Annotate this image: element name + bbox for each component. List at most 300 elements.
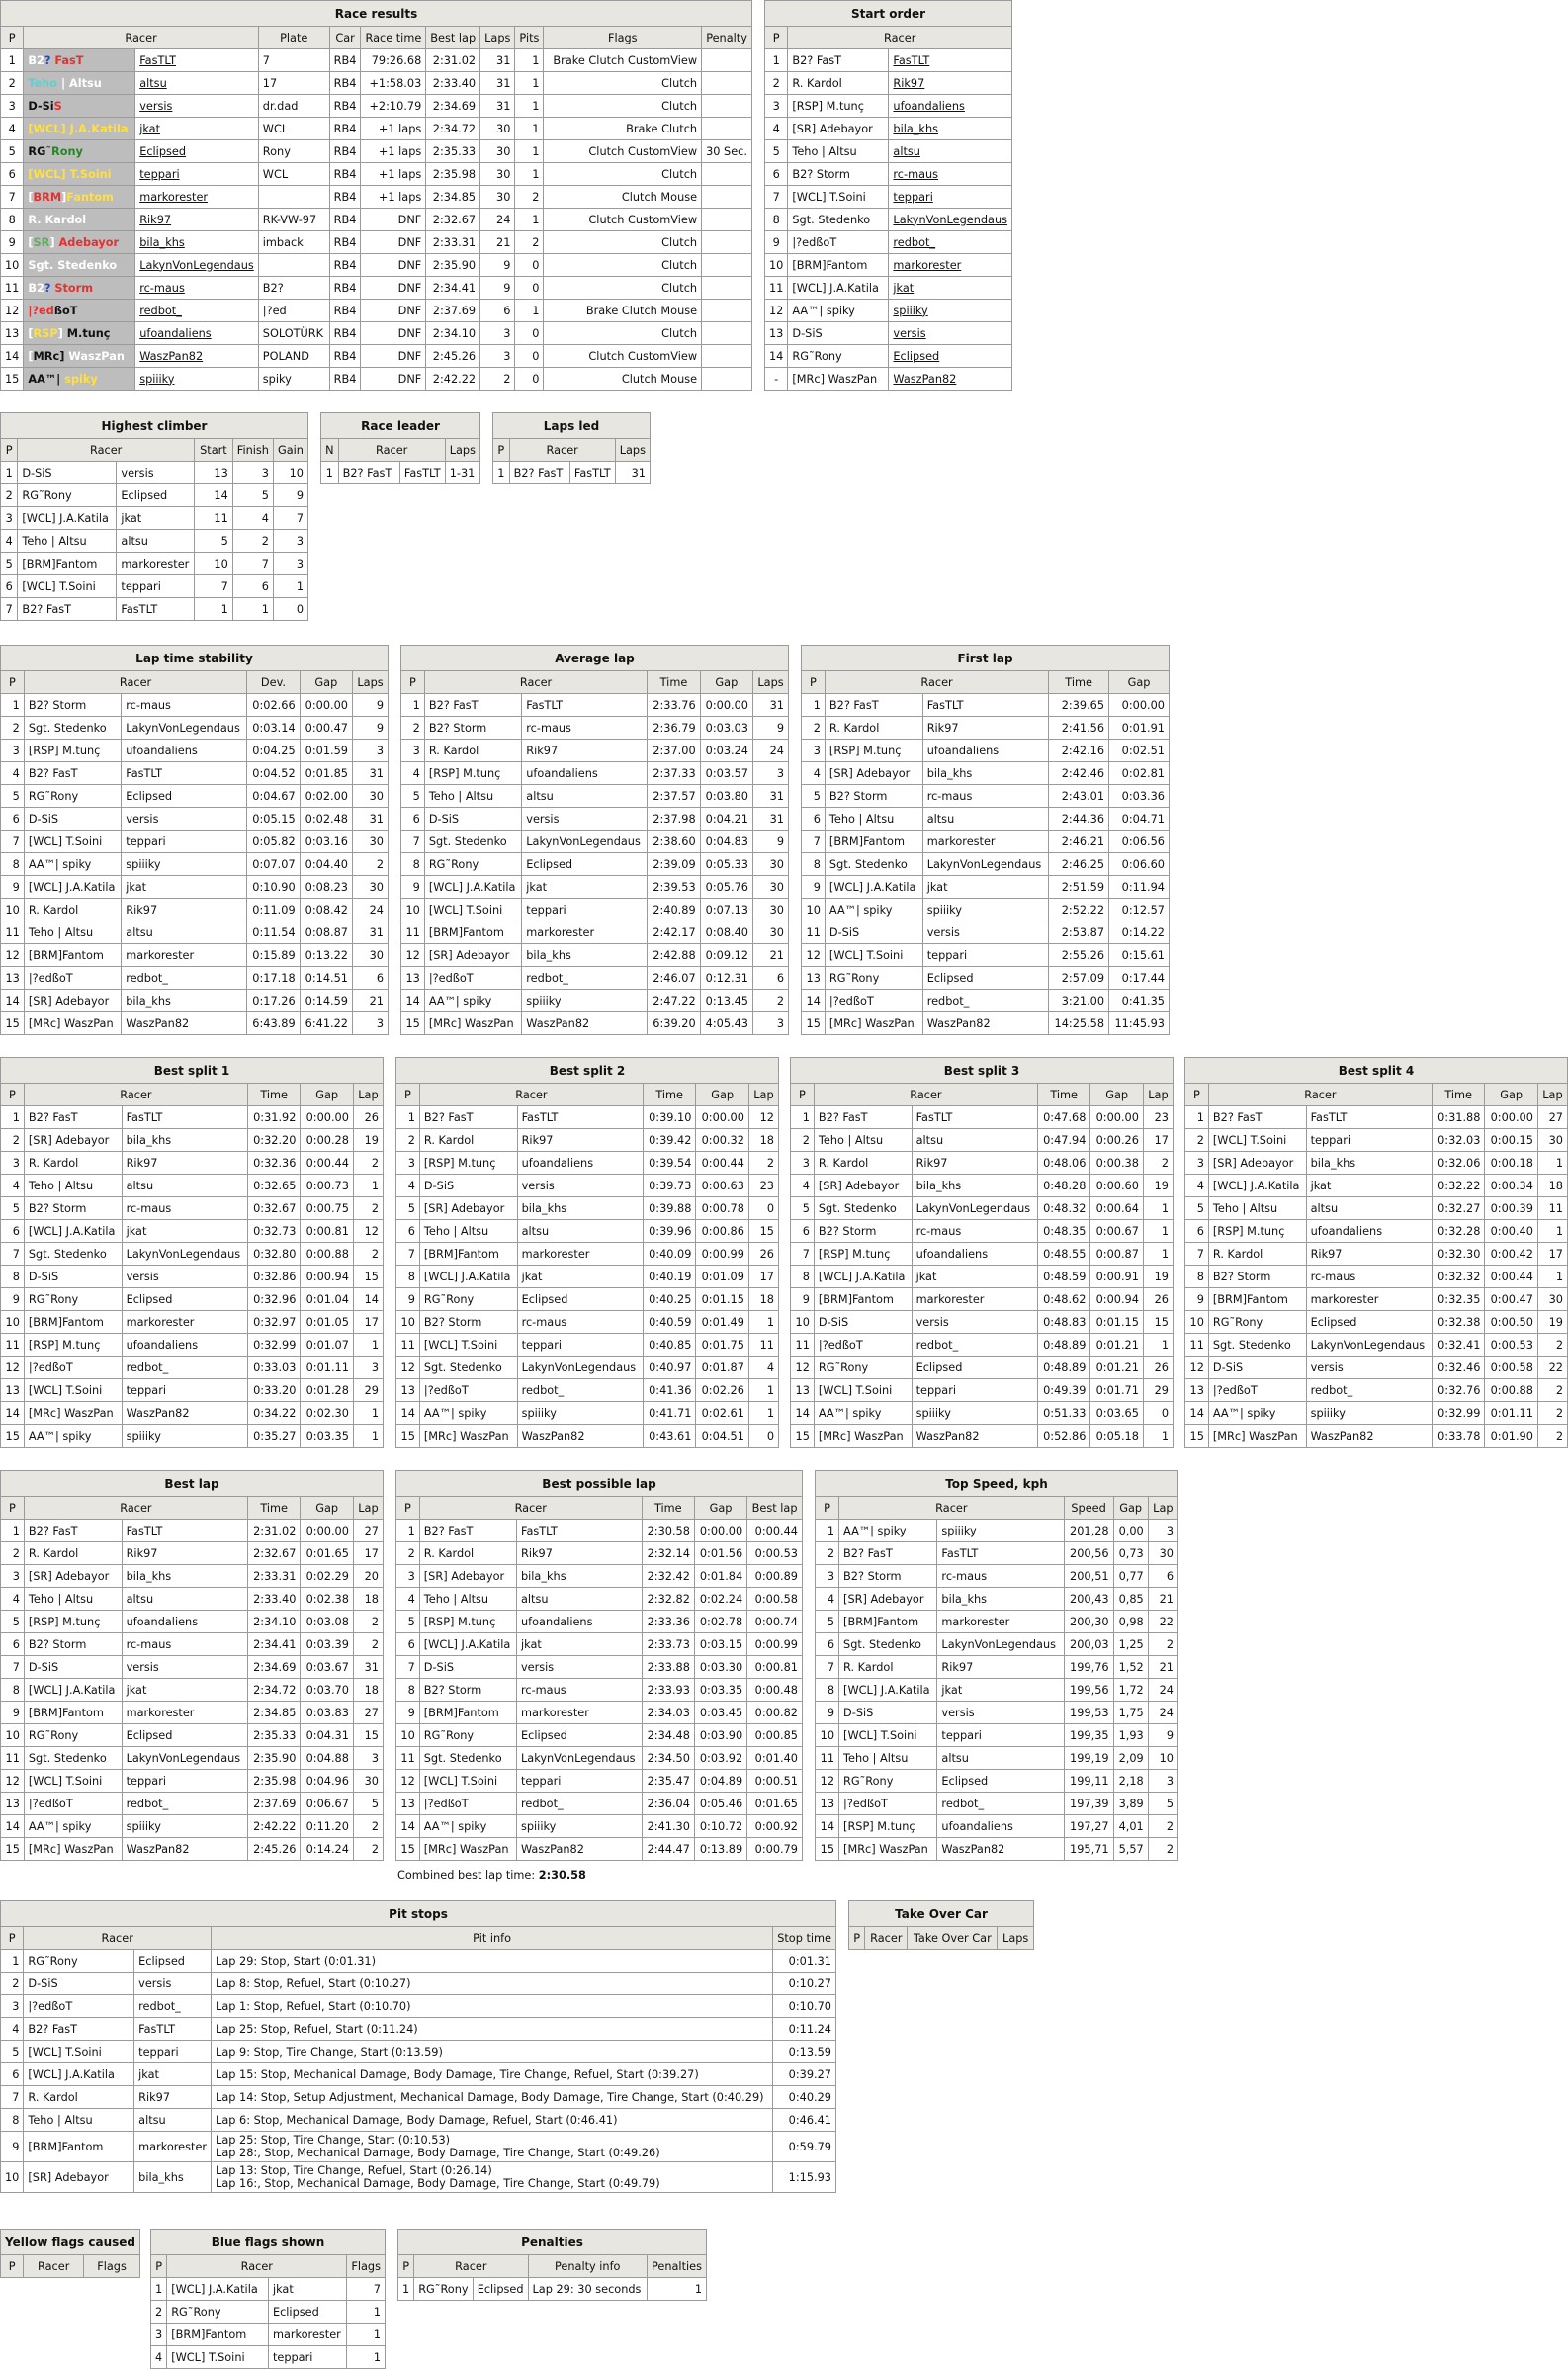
penalty-cell [702,368,752,391]
position-cell: 13 [791,1379,815,1402]
username-cell: LakynVonLegendaus [122,717,247,740]
table-row [765,345,1012,368]
position-cell: 12 [396,1357,420,1379]
racer-profile-link[interactable]: rc-maus [139,281,185,295]
username-cell: spiiiky [517,1402,643,1425]
table-row [1,1334,384,1357]
gap-cell: 0,00 [1113,1520,1148,1542]
pit-stops-table [0,1900,836,2193]
value-cell: 2:36.79 [648,717,700,740]
position-cell: 1 [1185,1106,1209,1129]
username-cell: ufoandaliens [517,1152,643,1175]
username-cell: Rik97 [516,1542,642,1565]
flags-cell: 1 [347,2346,386,2369]
table-row [493,462,651,484]
value-cell: 199,19 [1064,1747,1113,1770]
racer-cell: Teho | Altsu [825,808,922,831]
extra-cell: 2 [1148,1815,1177,1838]
username-cell: ufoandaliens [122,1334,247,1357]
value-cell: 2:37.69 [247,1793,301,1815]
pit-info-cell [212,2086,773,2109]
pit-info-line: Lap 1: Stop, Refuel, Start (0:10.70) [216,1999,411,2013]
extra-cell: 9 [1148,1724,1177,1747]
racer-cell: [BRM]Fantom [424,921,521,944]
racer-cell: [RSP] M.tunç [788,95,889,118]
extra-cell: 17 [748,1266,778,1288]
value-cell: 2:46.25 [1049,853,1109,876]
racer-cell: R. Kardol [24,1152,122,1175]
extra-cell: 22 [1148,1611,1177,1633]
racer-username-cell [889,72,1012,95]
stop-time-cell: 0:13.59 [773,2041,836,2063]
value-cell: 2:38.60 [648,831,700,853]
racer-cell: Teho | Altsu [24,2109,134,2132]
value-cell: 2:53.87 [1049,921,1109,944]
gap-cell: 11:45.93 [1109,1012,1170,1035]
table-row [816,1611,1178,1633]
position-cell: 12 [1,1770,25,1793]
gap-cell: 0:04.31 [301,1724,354,1747]
col-best-lap: Best lap [426,27,480,49]
start-cell: 1 [195,598,233,621]
username-cell: redbot_ [922,990,1048,1012]
username-cell: LakynVonLegendaus [912,1197,1037,1220]
position-cell: 14 [396,1402,420,1425]
gap-cell: 0:05.46 [694,1793,746,1815]
table-row [396,1838,803,1861]
value-cell: 0:51.33 [1037,1402,1090,1425]
racer-nick-cell [24,163,135,186]
username-cell: versis [516,1656,642,1679]
gap-cell: 0:41.35 [1109,990,1170,1012]
racer-cell: [SR] Adebayor [419,1565,516,1588]
racer-cell: [WCL] J.A.Katila [825,876,922,899]
table-row [151,2346,386,2369]
laps-cell: 31 [480,95,515,118]
table-row [1,762,389,785]
position-cell: 13 [396,1793,420,1815]
username-cell: FasTLT [937,1542,1064,1565]
position-cell: 4 [151,2346,167,2369]
racer-profile-link[interactable]: redbot_ [893,235,936,249]
finish-cell: 7 [232,553,273,575]
value-cell: 2:42.46 [1049,762,1109,785]
position-cell: 9 [765,231,788,254]
table-row [401,899,789,921]
gap-cell: 0:00.26 [1090,1129,1144,1152]
car-cell: RB4 [329,49,361,72]
extra-cell: 15 [748,1220,778,1243]
best-lap-cell: 2:35.90 [426,254,480,277]
pits-cell: 0 [515,277,544,300]
table-row [1,808,389,831]
racer-username-cell [135,186,259,209]
value-cell: 6:43.89 [247,1012,300,1035]
position-cell: 2 [1,717,25,740]
value-cell: 0:32.30 [1432,1243,1485,1266]
best-lap-cell: 2:33.31 [426,231,480,254]
username-cell: markorester [937,1611,1064,1633]
best-lap-cell: 2:33.40 [426,72,480,95]
username-cell: LakynVonLegendaus [516,1747,642,1770]
racer-cell: D-SiS [788,322,889,345]
extra-cell: 26 [1143,1357,1173,1379]
username-cell: teppari [134,2041,212,2063]
laps-led-table [492,412,651,484]
position-cell: 8 [1,209,24,231]
racer-cell: B2? FasT [419,1520,516,1542]
position-cell: 7 [1185,1243,1209,1266]
racer-profile-link[interactable]: Eclipsed [893,349,940,363]
racer-profile-link[interactable]: rc-maus [893,167,939,181]
extra-cell: 15 [353,1724,383,1747]
position-cell: 2 [1,72,24,95]
table-row [1185,1175,1568,1197]
racer-nick-cell [24,49,135,72]
value-cell: 2:35.98 [247,1770,301,1793]
table-row [396,1129,779,1152]
racer-profile-link[interactable]: FasTLT [139,53,176,67]
table-row [1,140,752,163]
best-lap-cell: 2:42.22 [426,368,480,391]
extra-cell: 29 [1143,1379,1173,1402]
username-cell: versis [522,808,648,831]
racer-cell: [RSP] M.tunç [419,1152,517,1175]
gap-cell: 0:01.49 [696,1311,749,1334]
col-p: P [1,439,18,462]
column-header: Time [643,1084,696,1106]
value-cell: 0:48.89 [1037,1357,1090,1379]
username-cell: jkat [134,2063,212,2086]
username-cell: jkat [522,876,648,899]
racer-cell: [RSP] M.tunç [419,1611,516,1633]
username-cell: jkat [1306,1175,1432,1197]
race-leader-title: Race leader [321,413,480,439]
table-row [1,1770,384,1793]
gap-cell: 0:05.18 [1090,1425,1144,1448]
racer-profile-link[interactable]: LakynVonLegendaus [139,258,254,272]
table-row [765,209,1012,231]
racer-profile-link[interactable]: Eclipsed [139,144,186,158]
col-p: P [816,1497,839,1520]
column-header: Gap [301,1084,354,1106]
racer-cell: [SR] Adebayor [814,1175,912,1197]
username-cell: altsu [517,1220,643,1243]
table-row [1,1152,384,1175]
racer-cell: AA™| spiky [24,1815,122,1838]
table-row [396,1220,779,1243]
position-cell: 8 [765,209,788,231]
racer-cell: R. Kardol [1208,1243,1306,1266]
value-cell: 2:57.09 [1049,967,1109,990]
highest-climber-table [0,412,308,621]
pit-info-cell [212,1973,773,1995]
table-row [1,1266,384,1288]
position-cell: 7 [816,1656,839,1679]
gap-cell: 0:04.96 [301,1770,354,1793]
gap-cell: 0:03.57 [700,762,752,785]
pit-info-cell [212,1995,773,2018]
gap-cell: 1,93 [1113,1724,1148,1747]
table-row [1185,1243,1568,1266]
position-cell: 10 [1,254,24,277]
racer-profile-link[interactable]: bila_khs [893,122,939,135]
racer-profile-link[interactable]: LakynVonLegendaus [893,213,1007,226]
username-cell: FasTLT [399,462,445,484]
position-cell: 1 [1,1106,25,1129]
pits-cell: 0 [515,345,544,368]
flags-cell: Clutch [544,322,702,345]
gap-cell: 1,25 [1113,1633,1148,1656]
racer-profile-link[interactable]: Rik97 [139,213,172,226]
username-cell: altsu [922,808,1048,831]
value-cell: 2:32.67 [247,1542,301,1565]
username-cell: FasTLT [516,1520,642,1542]
position-cell: 3 [396,1565,420,1588]
table-row [802,967,1170,990]
extra-cell: 31 [753,785,789,808]
racer-cell: [WCL] J.A.Katila [167,2278,269,2301]
table-row [401,762,789,785]
username-cell: ufoandaliens [1306,1220,1432,1243]
stop-time-cell: 1:15.93 [773,2162,836,2193]
column-header: Gap [1485,1084,1538,1106]
racer-profile-link[interactable]: versis [139,99,173,113]
col-racer: Racer [414,2255,528,2278]
table-row [1,1379,384,1402]
race-time-cell: DNF [361,345,426,368]
gap-cell: 0:00.78 [696,1197,749,1220]
table-row [1,1950,836,1973]
username-cell: WaszPan82 [937,1838,1064,1861]
best-lap-cell: 2:34.85 [426,186,480,209]
position-cell: 1 [802,694,826,717]
table-row [321,462,480,484]
column-header: Gap [696,1084,749,1106]
username-cell: jkat [912,1266,1037,1288]
gap-cell: 0:00.00 [1485,1106,1538,1129]
position-cell: 15 [1,1425,25,1448]
username-cell: spiiiky [922,899,1048,921]
finish-cell: 5 [232,484,273,507]
extra-cell: 3 [353,1747,383,1770]
extra-cell: 21 [1148,1588,1177,1611]
race-time-cell: DNF [361,277,426,300]
username-cell: LakynVonLegendaus [937,1633,1064,1656]
table-row [802,740,1170,762]
position-cell: 2 [1185,1129,1209,1152]
position-cell: 1 [791,1106,815,1129]
racer-profile-link[interactable]: Rik97 [893,76,925,90]
value-cell: 0:39.73 [643,1175,696,1197]
laps-cell: 31 [615,462,650,484]
racer-cell: RG˜Rony [839,1770,937,1793]
racer-profile-link[interactable]: WaszPan82 [139,349,204,363]
racer-profile-link[interactable]: versis [893,326,926,340]
value-cell: 0:48.28 [1037,1175,1090,1197]
racer-cell: [MRc] WaszPan [24,1838,122,1861]
position-cell: 11 [396,1334,420,1357]
racer-profile-link[interactable]: jkat [893,281,915,295]
position-cell: 11 [1,277,24,300]
username-cell: bila_khs [1306,1152,1432,1175]
racer-profile-link[interactable]: bila_khs [139,235,185,249]
position-cell: 4 [791,1175,815,1197]
racer-cell: Sgt. Stedenko [24,1747,122,1770]
extra-cell: 11 [1537,1197,1567,1220]
pits-cell: 1 [515,72,544,95]
racer-cell: [SR] Adebayor [24,1565,122,1588]
racer-cell: D-SiS [1208,1357,1306,1379]
col-penalty: Penalty [702,27,752,49]
col-flags: Flags [347,2255,386,2278]
username-cell: markorester [516,1702,642,1724]
gap-cell: 0:00.28 [301,1129,354,1152]
racer-nick: D-SiS [28,99,62,113]
username-cell: jkat [516,1633,642,1656]
extra-cell: 6 [353,967,389,990]
racer-profile-link[interactable]: jkat [139,122,161,135]
flags-cell: Brake Clutch CustomView [544,49,702,72]
racer-cell: [MRc] WaszPan [24,1402,122,1425]
username-cell: FasTLT [522,694,648,717]
value-cell: 0:39.10 [643,1106,696,1129]
racer-cell: |?edßoT [424,967,521,990]
value-cell: 0:32.41 [1432,1334,1485,1357]
extra-cell: 17 [353,1311,383,1334]
gap-cell: 0:00.18 [1485,1152,1538,1175]
column-header: Gap [1090,1084,1144,1106]
extra-cell: 1 [353,1425,383,1448]
table-row [1,575,308,598]
racer-username-cell [889,368,1012,391]
username-cell: altsu [122,921,247,944]
racer-profile-link[interactable]: spiiiky [893,304,928,317]
racer-cell: Teho | Altsu [419,1588,516,1611]
position-cell: 4 [765,118,788,140]
racer-cell: [WCL] J.A.Katila [419,1266,517,1288]
gap-cell: 0:02.78 [694,1611,746,1633]
extra-cell: 24 [753,740,789,762]
racer-cell: B2? Storm [24,1633,122,1656]
username-cell: Rik97 [134,2086,212,2109]
gap-cell: 0:03.80 [700,785,752,808]
position-cell: 2 [816,1542,839,1565]
racer-profile-link[interactable]: FasTLT [893,53,930,67]
table-row [791,1220,1174,1243]
racer-profile-link[interactable]: spiiiky [139,372,175,386]
position-cell: 6 [816,1633,839,1656]
flags-cell: Clutch CustomView [544,140,702,163]
position-cell: 10 [396,1724,420,1747]
racer-cell: B2? Storm [24,694,121,717]
racer-username-cell [889,49,1012,72]
position-cell: 7 [1,186,24,209]
racer-profile-link[interactable]: markorester [139,190,209,204]
position-cell: 7 [1,1656,25,1679]
username-cell: ufoandaliens [122,740,247,762]
value-cell: 2:33.31 [247,1565,301,1588]
position-cell: - [765,368,788,391]
gap-cell: 4,01 [1113,1815,1148,1838]
column-header: Racer [24,1084,247,1106]
racer-nick: [BRM]Fantom [28,190,114,204]
racer-profile-link[interactable]: markorester [893,258,962,272]
extra-cell: 3 [353,1012,389,1035]
extra-cell: 1 [1143,1243,1173,1266]
extra-cell: 4 [748,1357,778,1379]
value-cell: 2:55.26 [1049,944,1109,967]
racer-username-cell [135,322,259,345]
column-header: Best lap [747,1497,803,1520]
table-row [765,95,1012,118]
racer-profile-link[interactable]: altsu [893,144,920,158]
table-row [1,231,752,254]
pit-info-line: Lap 14: Stop, Setup Adjustment, Mechanical Damage, Body Damage, Tire Change, Start (0:40.29) [216,2090,764,2104]
table-row [396,1152,779,1175]
racer-cell: [WCL] J.A.Katila [419,1633,516,1656]
username-cell: teppari [522,899,648,921]
racer-cell: [WCL] T.Soini [424,899,521,921]
racer-profile-link[interactable]: altsu [139,76,167,90]
value-cell: 199,35 [1064,1724,1113,1747]
col-racer: Racer [24,2255,84,2278]
racer-cell: B2? FasT [825,694,922,717]
gap-cell: 0:02.51 [1109,740,1170,762]
table-row [1,530,308,553]
gap-cell: 0:00.53 [1485,1334,1538,1357]
column-header: Time [1432,1084,1485,1106]
racer-profile-link[interactable]: ufoandaliens [893,99,965,113]
username-cell: Eclipsed [117,484,195,507]
best-lap-cell: 2:37.69 [426,300,480,322]
laps-cell: 30 [480,186,515,209]
col-racer: Racer [167,2255,347,2278]
gap-cell: 0:13.22 [300,944,352,967]
racer-profile-link[interactable]: teppari [139,167,180,181]
table-row [401,853,789,876]
racer-profile-link[interactable]: teppari [893,190,933,204]
racer-username-cell [135,231,259,254]
racer-profile-link[interactable]: WaszPan82 [893,372,957,386]
race-time-cell: 79:26.68 [361,49,426,72]
position-cell: 4 [1,2018,24,2041]
table-row [802,944,1170,967]
race-time-cell: DNF [361,368,426,391]
extra-cell: 1 [1143,1220,1173,1243]
race-time-cell: +1:58.03 [361,72,426,95]
racer-cell: [WCL] T.Soini [167,2346,269,2369]
penalty-cell [702,72,752,95]
table-row [396,1243,779,1266]
racer-cell: Sgt. Stedenko [424,831,521,853]
value-cell: 0:39.54 [643,1152,696,1175]
plate-cell: WCL [258,163,329,186]
extra-cell: 0 [748,1197,778,1220]
position-cell: 9 [802,876,826,899]
gap-cell: 0:01.11 [301,1357,354,1379]
best-lap-cell: 2:34.69 [426,95,480,118]
racer-profile-link[interactable]: ufoandaliens [139,326,212,340]
racer-profile-link[interactable]: redbot_ [139,304,182,317]
table-row [802,1012,1170,1035]
blue-flags-table [150,2229,386,2369]
value-cell: 2:34.72 [247,1679,301,1702]
username-cell: versis [517,1175,643,1197]
username-cell: altsu [516,1588,642,1611]
extra-cell: 18 [748,1129,778,1152]
racer-cell: [WCL] J.A.Katila [24,1220,122,1243]
